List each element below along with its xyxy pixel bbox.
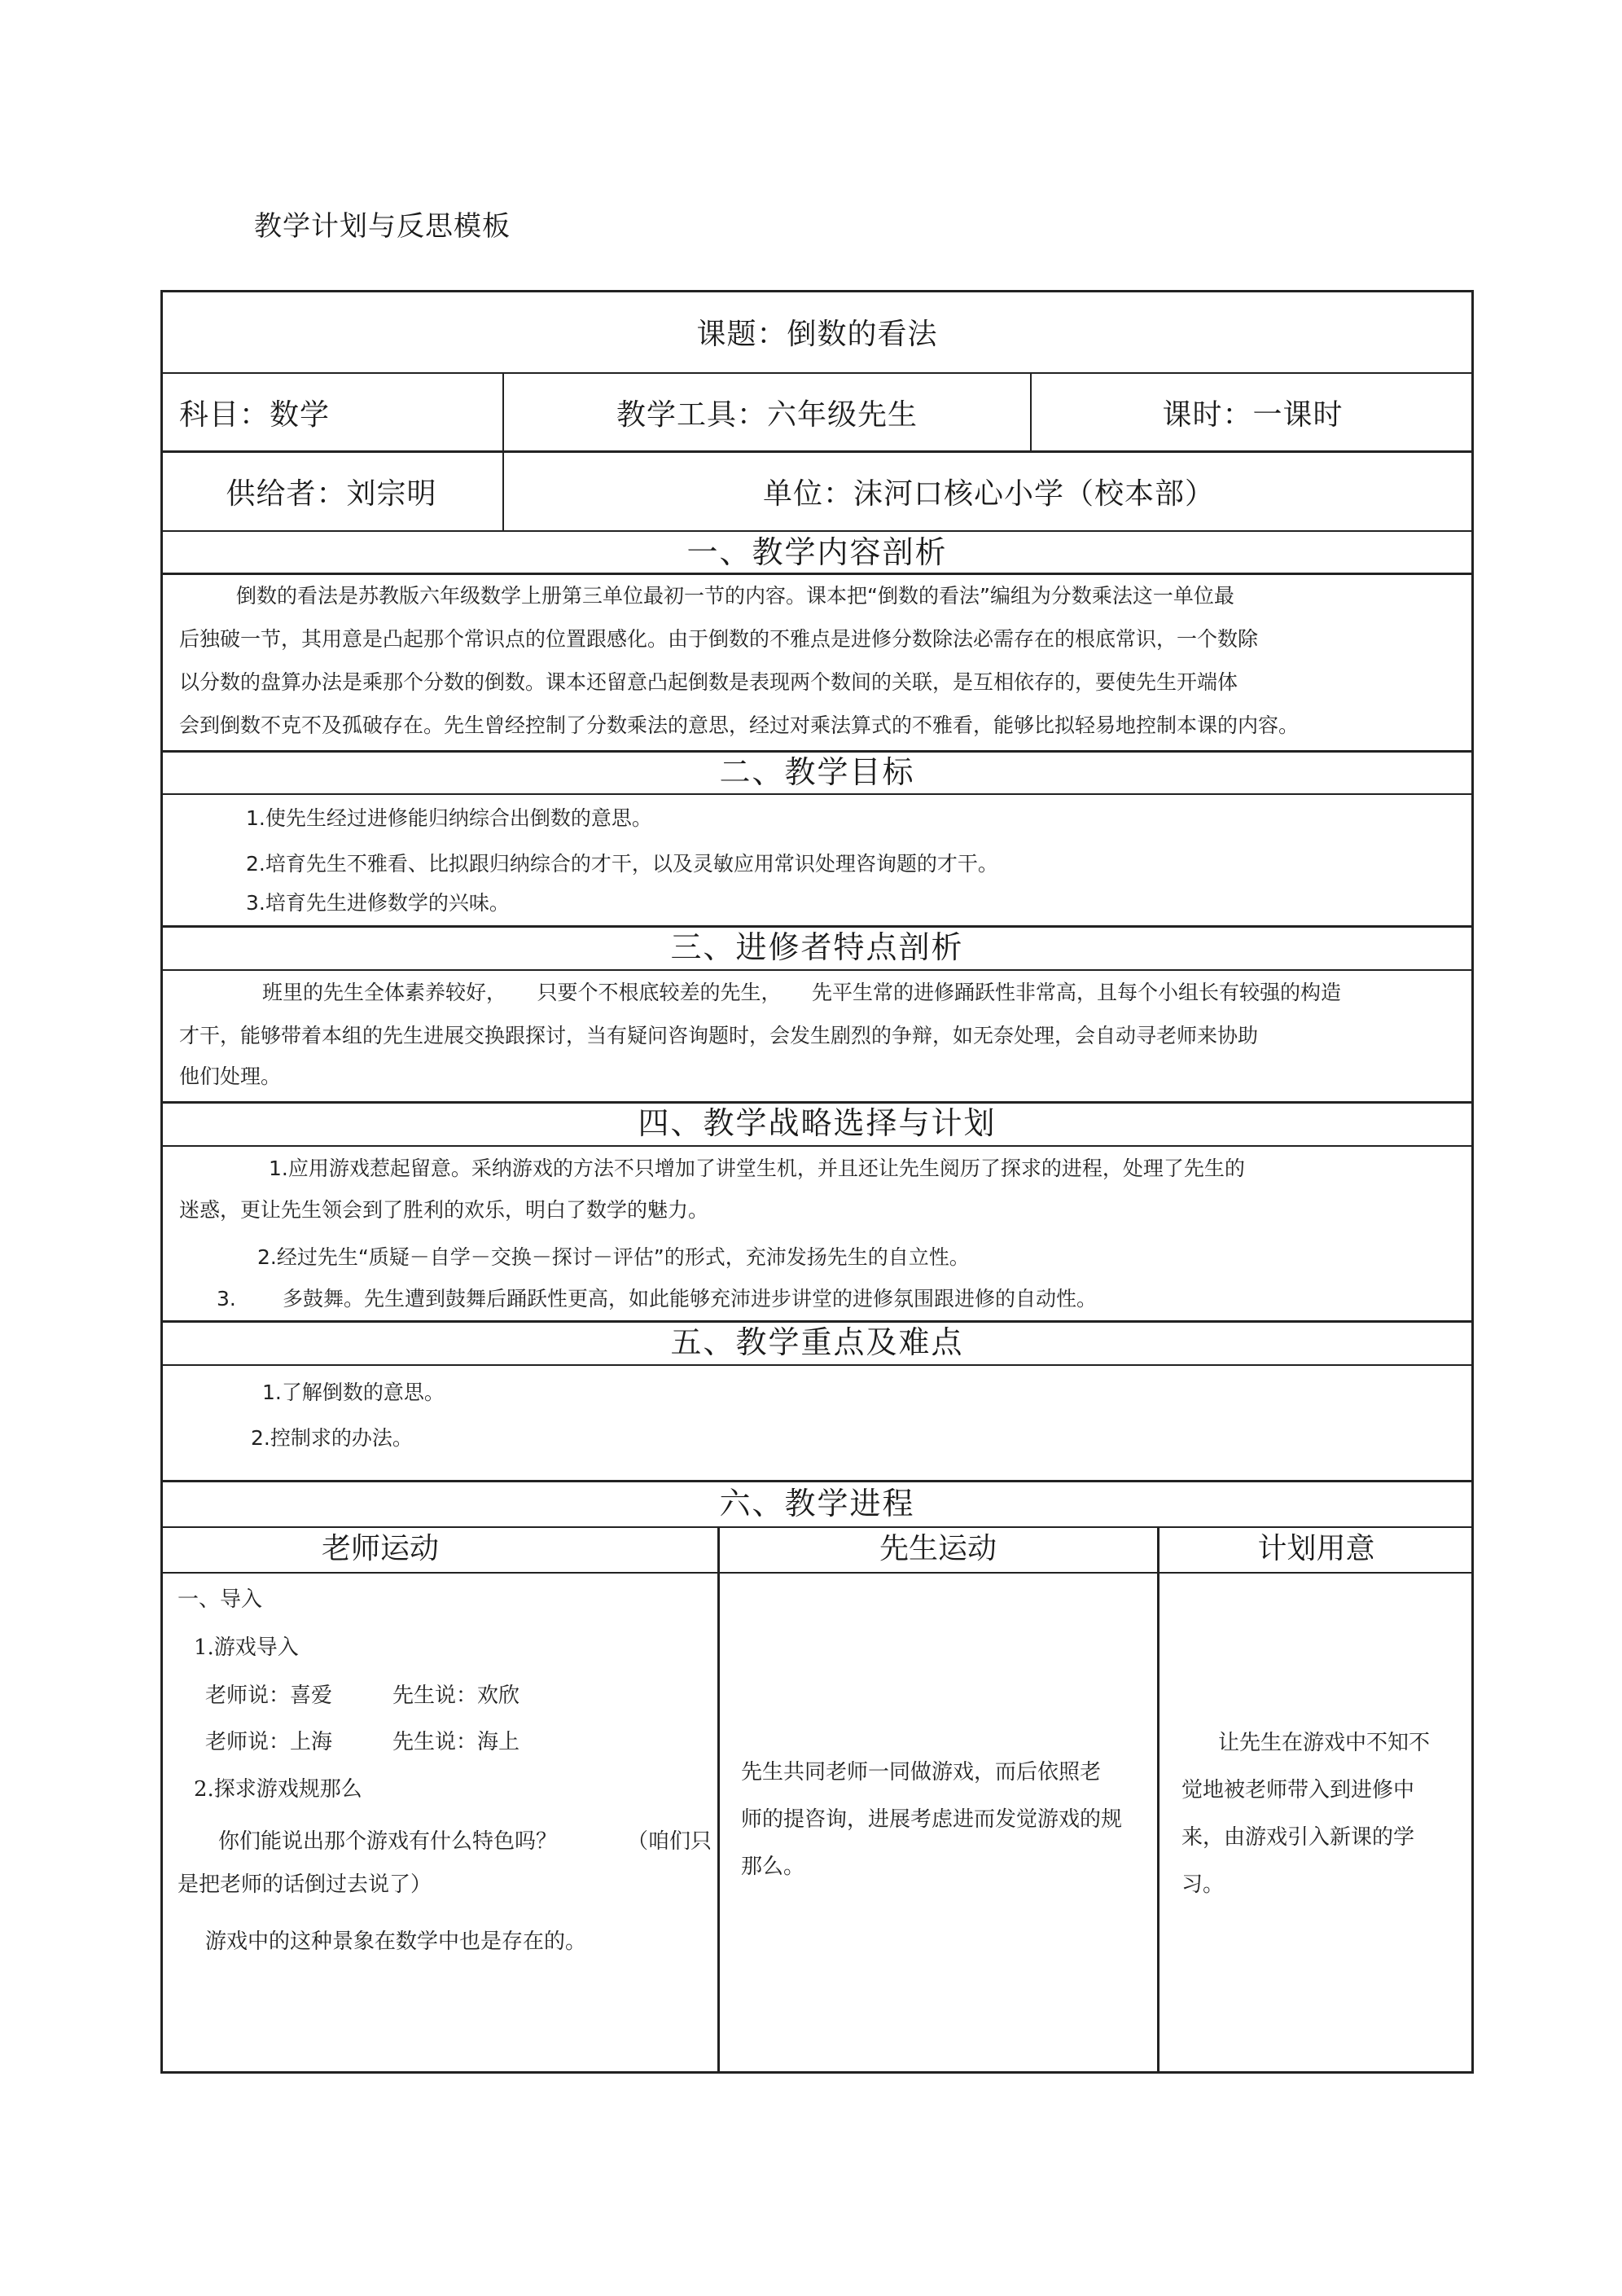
key-point-item: 1.了解倒数的意思。: [262, 1381, 445, 1404]
teacher-step: 1.游戏导入: [194, 1635, 299, 1660]
row-divider: [160, 1572, 1474, 1574]
intent-line: 让先生在游戏中不知不: [1218, 1731, 1431, 1755]
section-title: 四、教学战略选择与计划: [638, 1105, 997, 1141]
paragraph-line: 迷惑，更让先生领会到了胜利的欢乐，明白了数学的魅力。: [179, 1198, 709, 1222]
objective-item: 2.培育先生不雅看、比拟跟归纳综合的才干，以及灵敏应用常识处理咨询题的才干。: [246, 852, 998, 876]
teacher-step: 2.探求游戏规那么: [194, 1777, 362, 1802]
intent-line: 觉地被老师带入到进修中: [1181, 1778, 1415, 1802]
document-title: 教学计划与反思模板: [254, 210, 511, 243]
teacher-line: 老师说：喜爱: [205, 1684, 333, 1708]
unit-cell: 单位：沫河口核心小学（校本部）: [762, 476, 1215, 511]
row-divider: [160, 1364, 1474, 1366]
subject-cell: 科目：数学: [179, 397, 331, 432]
column-header-intent: 计划用意: [1257, 1532, 1375, 1565]
teacher-line: 游戏中的这种景象在数学中也是存在的。: [205, 1929, 587, 1954]
provider-cell: 供给者：刘宗明: [226, 476, 437, 511]
column-header-teacher: 老师运动: [321, 1532, 439, 1565]
student-activity-line: 那么。: [741, 1855, 805, 1879]
column-header-student: 先生运动: [879, 1532, 997, 1565]
student-activity-line: 先生共同老师一同做游戏，而后依照老: [741, 1760, 1102, 1785]
teacher-line: 你们能说出那个游戏有什么特色吗？: [218, 1829, 558, 1854]
student-reply: 先生说：欢欣: [392, 1684, 520, 1708]
intent-line: 来，由游戏引入新课的学: [1181, 1825, 1415, 1850]
col-divider: [1157, 1526, 1160, 2074]
objective-item: 3.培育先生进修数学的兴味。: [246, 891, 510, 915]
paragraph-line: 倒数的看法是苏教版六年级数学上册第三单位最初一节的内容。课本把“倒数的看法”编组为分数乘法这一单位最: [236, 584, 1234, 608]
paragraph-line: 以分数的盘算办法是乘那个分数的倒数。课本还留意凸起倒数是表现两个数间的关联，是互相依存的，要使先生开端体: [179, 670, 1238, 694]
paragraph-line: 他们处理。: [179, 1065, 282, 1088]
paragraph-line: 会到倒数不克不及孤破存在。先生曾经控制了分数乘法的意思，经过对乘法算式的不雅看，能够比拟轻易地控制本课的内容。: [179, 713, 1300, 737]
list-number: 3.: [217, 1287, 236, 1310]
teacher-line: （咱们只: [627, 1829, 712, 1854]
key-point-item: 2.控制求的办法。: [251, 1426, 413, 1450]
paragraph-line: 1.应用游戏惹起留意。采纳游戏的方法不只增加了讲堂生机，并且还让先生阅历了探求的进程，处理了先生的: [269, 1157, 1245, 1180]
teacher-line: 老师说：上海: [205, 1730, 333, 1754]
objective-item: 1.使先生经过进修能归纳综合出倒数的意思。: [246, 806, 652, 830]
paragraph-line: 才干，能够带着本组的先生进展交换跟探讨，当有疑问咨询题时，会发生剧烈的争辩，如无奈处理，会自动寻老师来协助: [179, 1024, 1259, 1047]
row-divider: [160, 793, 1474, 795]
paragraph-line: 2.经过先生“质疑－自学－交换－探讨－评估”的形式，充沛发扬先生的自立性。: [257, 1245, 970, 1269]
teacher-step: 一、导入: [178, 1587, 263, 1612]
student-activity-line: 师的提咨询，进展考虑进而发觉游戏的规: [741, 1807, 1123, 1832]
section-title: 三、进修者特点剖析: [670, 929, 964, 965]
paragraph-line: 后独破一节，其用意是凸起那个常识点的位置跟感化。由于倒数的不雅点是进修分数除法必需存在的根底常识，一个数除: [179, 627, 1259, 651]
period-cell: 课时：一课时: [1162, 397, 1344, 432]
section-title: 五、教学重点及难点: [670, 1324, 964, 1360]
topic-cell: 课题：倒数的看法: [696, 317, 938, 351]
section-title: 一、教学内容剖析: [686, 534, 948, 570]
section-title: 六、教学进程: [719, 1486, 915, 1521]
student-reply: 先生说：海上: [392, 1730, 520, 1754]
col-divider: [717, 1526, 720, 2074]
paragraph-line: 班里的先生全体素养较好， 只要个不根底较差的先生， 先平生常的进修踊跃性非常高，且每个小组长有较强的构造: [262, 981, 1342, 1004]
paragraph-line: 多鼓舞。先生遭到鼓舞后踊跃性更高，如此能够充沛进步讲堂的进修氛围跟进修的自动性。: [283, 1287, 1098, 1310]
intent-line: 习。: [1181, 1872, 1225, 1897]
tools-cell: 教学工具：六年级先生: [616, 397, 918, 432]
teacher-line: 是把老师的话倒过去说了）: [178, 1872, 432, 1897]
section-title: 二、教学目标: [719, 754, 915, 790]
